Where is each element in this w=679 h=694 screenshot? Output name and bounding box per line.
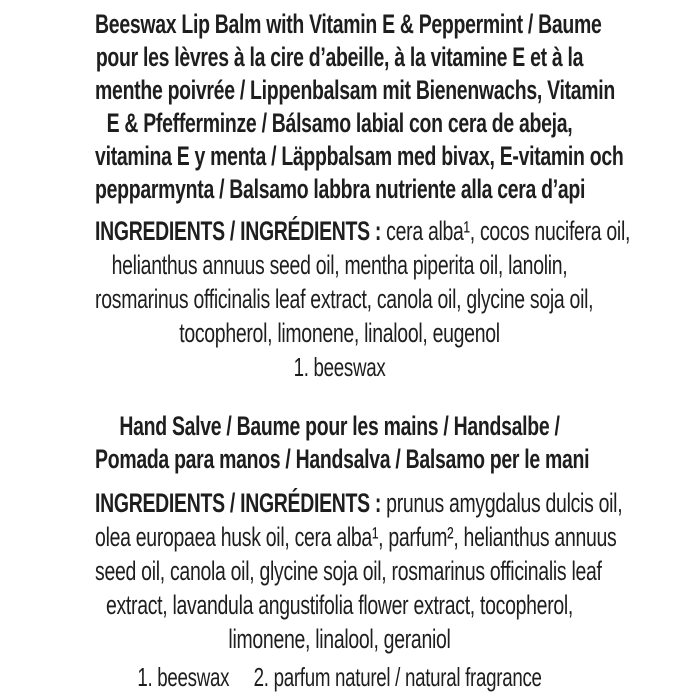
lip-balm-ingredients xyxy=(0,214,679,350)
ingredients-heading: INGREDIENTS / INGRÉDIENTS : xyxy=(95,488,382,518)
text-line: seed oil, canola oil, glycine soja oil, rosmarinus officinalis leaf xyxy=(95,556,602,586)
text-line: pepparmynta / Balsamo labbra nutriente alla cera d’api xyxy=(95,174,586,204)
ingredients-text: cera alba¹, cocos nucifera oil, xyxy=(381,216,631,246)
text-line: menthe poivrée / Lippenbalsam mit Bienenwachs, Vitamin xyxy=(95,75,615,105)
lip-balm-ingredients-first-line xyxy=(95,214,631,248)
text-line: pour les lèvres à la cire d’abeille, à la vitamine E et à la xyxy=(95,42,584,72)
text-line: E & Pfefferminze / Bálsamo labial con cera de abeja, xyxy=(106,108,573,138)
ingredients-text: prunus amygdalus dulcis oil, xyxy=(381,488,623,518)
text-line: vitamina E y menta / Läppbalsam med bivax, E-vitamin och xyxy=(95,141,624,171)
lip-balm-product-title xyxy=(0,8,679,206)
hand-salve-product-title xyxy=(0,410,679,476)
hand-salve-footnote-2: 2. parfum naturel / natural fragrance xyxy=(253,662,542,692)
text-line: olea europaea husk oil, cera alba¹, parfum², helianthus annuus xyxy=(95,522,617,552)
text-line: Beeswax Lip Balm with Vitamin E & Peppermint / Baume xyxy=(95,9,602,39)
hand-salve-footnote-1: 1. beeswax xyxy=(137,662,230,692)
text-line: helianthus annuus seed oil, mentha piperita oil, lanolin, xyxy=(111,250,568,280)
hand-salve-ingredients-first-line xyxy=(95,486,623,520)
hand-salve-section xyxy=(0,410,679,694)
text-line: rosmarinus officinalis leaf extract, canola oil, glycine soja oil, xyxy=(95,284,594,314)
hand-salve-footnotes xyxy=(95,660,584,694)
text-line: Hand Salve / Baume pour les mains / Handsalbe / xyxy=(119,411,560,441)
text-line: tocopherol, limonene, linalool, eugenol xyxy=(179,318,500,348)
lip-balm-footnote: 1. beeswax xyxy=(293,352,386,382)
lip-balm-ingredients-continued xyxy=(0,248,679,350)
text-line: limonene, linalool, geraniol xyxy=(228,624,451,654)
text-line: extract, lavandula angustifolia flower extract, tocopherol, xyxy=(105,590,574,620)
lip-balm-section xyxy=(0,8,679,384)
hand-salve-ingredients xyxy=(0,486,679,656)
ingredients-heading: INGREDIENTS / INGRÉDIENTS : xyxy=(95,216,382,246)
hand-salve-ingredients-continued xyxy=(0,520,679,656)
text-line: Pomada para manos / Handsalva / Balsamo per le mani xyxy=(95,444,590,474)
